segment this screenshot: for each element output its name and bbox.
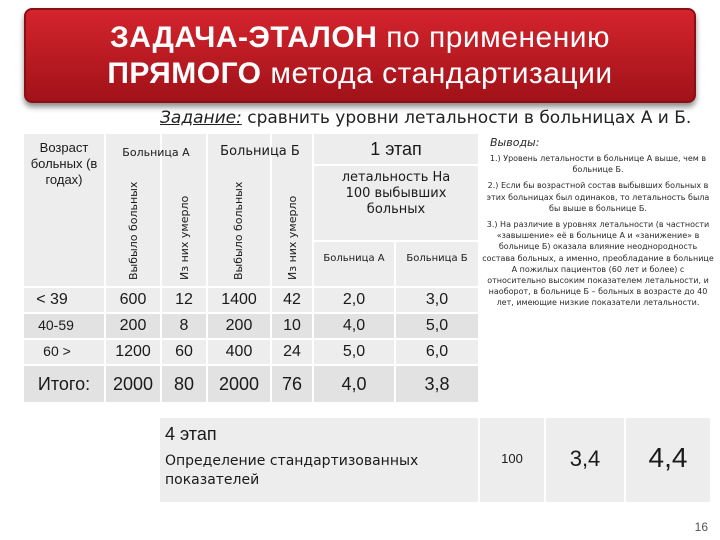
total-a-out: 2000: [112, 374, 154, 394]
hospital-b-header: Больница Б: [220, 144, 300, 159]
total-label: Итого:: [37, 374, 91, 394]
standardized-b: 4,4: [648, 442, 688, 473]
sub-header-a: Больница А: [323, 253, 385, 264]
row-b-died: 42: [283, 291, 301, 308]
row-b-out: 200: [225, 317, 253, 334]
total-b-out: 2000: [218, 374, 260, 394]
row-a-out: 600: [119, 291, 147, 308]
sub-header-b: Больница Б: [406, 253, 468, 264]
standardized-a: 3,4: [569, 446, 601, 471]
row-let-a: 2,0: [342, 291, 366, 308]
task-text: Задание: сравнить уровни летальности в больницах А и Б.: [160, 108, 692, 128]
total-a-died: 80: [173, 374, 195, 394]
row-age: 40-59: [38, 317, 74, 333]
row-let-a: 5,0: [342, 343, 366, 360]
conclusion-item: 1.) Уровень летальности в больнице А выше, чем в больнице Б.: [489, 154, 707, 175]
stage-1-label: 1 этап: [370, 139, 422, 159]
row-let-a: 4,0: [342, 317, 366, 334]
conclusions: [482, 136, 714, 314]
title-banner: [24, 8, 696, 103]
page-number: 16: [694, 520, 708, 534]
row-a-out: 200: [119, 317, 147, 334]
age-header: Возраст больных (в годах): [30, 140, 98, 187]
conclusion-item: 3.) На различие в уровнях летальности (в частности «завышение» её в больнице А и «занижение» в больнице Б) оказала влияние неоднородность состава больных, а именно, преобладание в больнице А пожилых пациентов (60 лет и более) с относительно высоким показателем летальности, и наоборот, в больнице Б – больных в возрасте до 40 лет, имеющие низкие показатели летальности.: [482, 220, 714, 308]
a-died-header: Из них умерло: [178, 195, 191, 280]
standard-value: 100: [501, 451, 523, 466]
row-age: < 39: [36, 291, 68, 308]
conclusion-item: 2.) Если бы возрастной состав выбывших больных в этих больницах был одинаков, то летальность была бы выше в больнице Б.: [486, 181, 710, 213]
total-b-died: 76: [281, 374, 303, 394]
title-line-2: ПРЯМОГО метода стандартизации: [107, 56, 613, 90]
row-a-died: 8: [179, 317, 189, 334]
row-let-b: 3,0: [425, 291, 449, 308]
stage-4-title: 4 этап: [165, 424, 217, 444]
hospital-a-header: Больница А: [122, 146, 190, 159]
total-let-b: 3,8: [424, 374, 450, 394]
row-age: 60 >: [43, 343, 71, 359]
row-a-died: 60: [175, 343, 193, 360]
row-b-died: 10: [283, 317, 301, 334]
b-died-header: Из них умерло: [286, 195, 299, 280]
row-b-out: 400: [225, 343, 253, 360]
row-a-died: 12: [175, 291, 193, 308]
title-line-1: ЗАДАЧА-ЭТАЛОН по применению: [109, 20, 611, 54]
conclusions-title: Выводы:: [490, 136, 540, 149]
row-let-b: 6,0: [425, 343, 449, 360]
row-a-out: 1200: [115, 343, 151, 360]
a-discharged-header: Выбыло больных: [127, 181, 140, 280]
row-b-out: 1400: [221, 291, 257, 308]
row-let-b: 5,0: [425, 317, 449, 334]
stage-4-desc: Определение стандартизованных показателей: [165, 453, 419, 488]
total-let-a: 4,0: [341, 374, 367, 394]
row-b-died: 24: [283, 343, 301, 360]
b-discharged-header: Выбыло больных: [232, 181, 245, 280]
lethality-header: летальность На 100 выбывших больных: [341, 170, 451, 217]
